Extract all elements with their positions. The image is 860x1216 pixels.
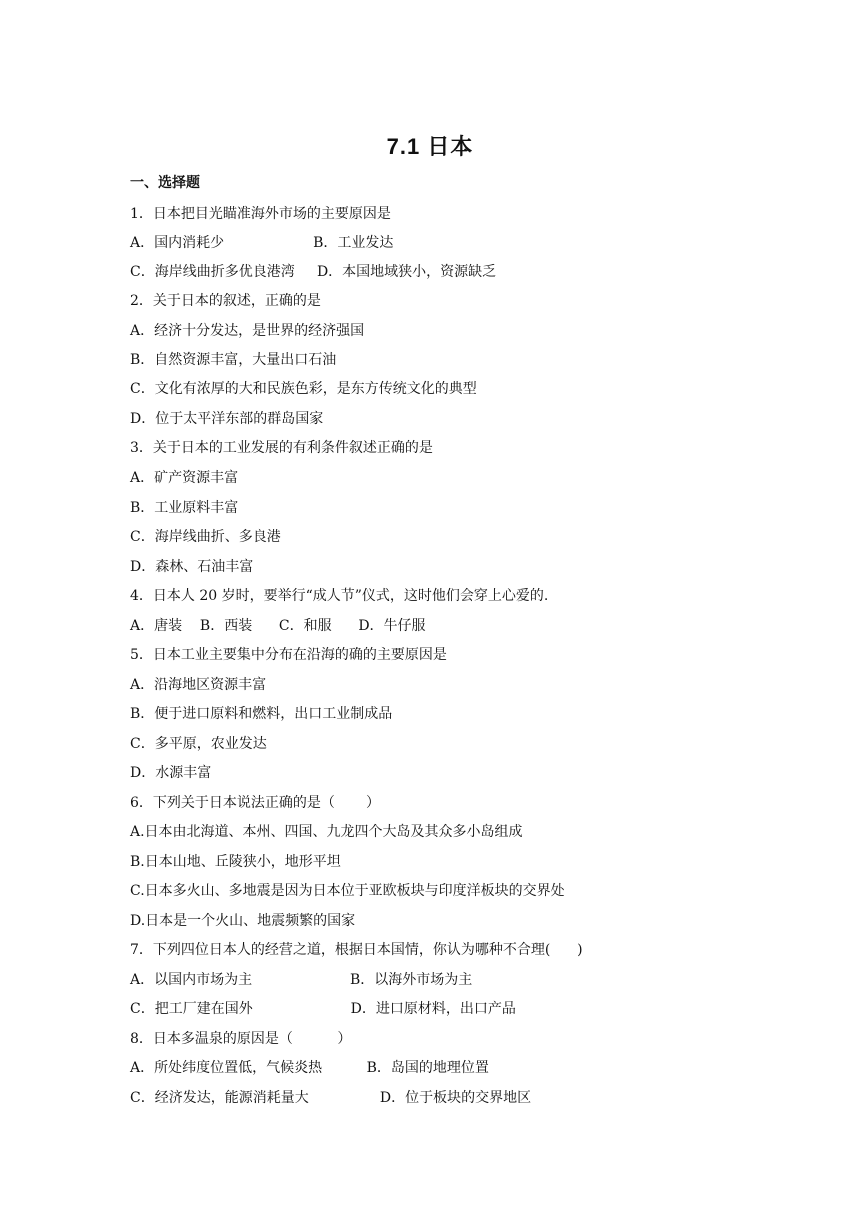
question-stem: 8．日本多温泉的原因是（ ） <box>130 1031 352 1047</box>
answer-options: B.日本山地、丘陵狭小，地形平坦 <box>130 854 341 870</box>
answer-options: C．海岸线曲折多优良港湾 D．本国地域狭小，资源缺乏 <box>130 264 497 280</box>
answer-options: A．所处纬度位置低，气候炎热 B．岛国的地理位置 <box>130 1060 489 1076</box>
question-stem: 5．日本工业主要集中分布在沿海的确的主要原因是 <box>130 647 447 663</box>
question-stem: 4．日本人 20 岁时，要举行“成人节”仪式，这时他们会穿上心爱的. <box>130 588 549 604</box>
question-stem: 2．关于日本的叙述，正确的是 <box>130 293 321 309</box>
answer-options: A.日本由北海道、本州、四国、九龙四个大岛及其众多小岛组成 <box>130 824 523 840</box>
question-stem: 7．下列四位日本人的经营之道，根据日本国情，你认为哪种不合理( ) <box>130 942 583 958</box>
answer-options: C．文化有浓厚的大和民族色彩，是东方传统文化的典型 <box>130 381 477 397</box>
answer-options: A．经济十分发达，是世界的经济强国 <box>130 323 365 339</box>
answer-options: C．经济发达，能源消耗量大 D．位于板块的交界地区 <box>130 1090 532 1106</box>
answer-options: A．沿海地区资源丰富 <box>130 677 267 693</box>
answer-options: B．自然资源丰富，大量出口石油 <box>130 352 337 368</box>
page-title: 7.1 日本 <box>386 134 474 159</box>
answer-options: A．唐装 B．西装 C．和服 D．牛仔服 <box>130 618 426 634</box>
answer-options: C．把工厂建在国外 D．进口原材料，出口产品 <box>130 1001 516 1017</box>
answer-options: B．工业原料丰富 <box>130 500 239 516</box>
answer-options: A．以国内市场为主 B．以海外市场为主 <box>130 972 473 988</box>
answer-options: A．国内消耗少 B．工业发达 <box>130 235 394 251</box>
answer-options: D．位于太平洋东部的群岛国家 <box>130 411 324 427</box>
answer-options: D．森林、石油丰富 <box>130 559 254 575</box>
answer-options: C．多平原，农业发达 <box>130 736 267 752</box>
question-stem: 6．下列关于日本说法正确的是（ ） <box>130 795 381 811</box>
question-stem: 3．关于日本的工业发展的有利条件叙述正确的是 <box>130 440 433 456</box>
answer-options: C．海岸线曲折、多良港 <box>130 529 281 545</box>
answer-options: B．便于进口原料和燃料，出口工业制成品 <box>130 706 393 722</box>
question-stem: 1．日本把目光瞄准海外市场的主要原因是 <box>130 206 391 222</box>
answer-options: D.日本是一个火山、地震频繁的国家 <box>130 913 356 929</box>
answer-options: C.日本多火山、多地震是因为日本位于亚欧板块与印度洋板块的交界处 <box>130 883 565 899</box>
answer-options: D．水源丰富 <box>130 765 212 781</box>
section-heading: 一、选择题 <box>130 175 200 191</box>
answer-options: A．矿产资源丰富 <box>130 470 239 486</box>
